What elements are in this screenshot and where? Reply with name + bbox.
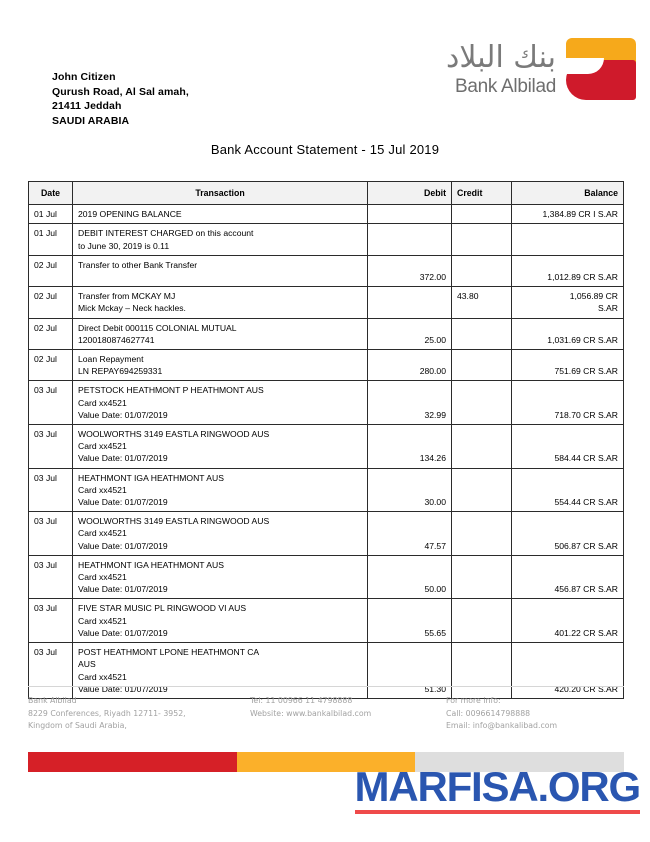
balance-line <box>517 322 618 334</box>
customer-address-block <box>52 70 189 128</box>
footer-contact-info <box>250 695 446 733</box>
table-row <box>29 287 624 318</box>
footer-bank-country: Kingdom of Saudi Arabia, <box>28 721 127 730</box>
cell-balance <box>512 381 624 425</box>
transaction-line: Card xx4521 <box>78 397 127 408</box>
customer-name: John Citizen <box>52 71 116 83</box>
table-row <box>29 381 624 425</box>
cell-credit <box>452 381 512 425</box>
cell-date: 02 Jul <box>29 287 73 318</box>
balance-line <box>517 440 618 452</box>
cell-balance <box>512 512 624 556</box>
cell-transaction <box>73 318 368 349</box>
cell-credit <box>452 205 512 224</box>
balance-line <box>517 658 618 670</box>
transaction-line: LN REPAY694259331 <box>78 366 163 377</box>
table-header-row <box>29 182 624 205</box>
balance-line <box>517 671 618 683</box>
balance-line: 584.44 CR S.AR <box>554 453 618 464</box>
footer-bank-info <box>28 695 250 733</box>
cell-credit <box>452 599 512 643</box>
transaction-line: Value Date: 01/07/2019 <box>78 540 168 551</box>
cell-credit <box>452 255 512 286</box>
transaction-line: to June 30, 2019 is 0.11 <box>78 240 170 251</box>
cell-balance <box>512 255 624 286</box>
balance-line: 718.70 CR S.AR <box>554 409 618 420</box>
cell-credit <box>452 287 512 318</box>
transaction-line: Direct Debit 000115 COLONIAL MUTUAL <box>78 322 237 333</box>
cell-date: 01 Jul <box>29 205 73 224</box>
watermark <box>355 765 640 814</box>
cell-debit <box>368 425 452 469</box>
document-footer <box>28 686 624 733</box>
cell-transaction <box>73 381 368 425</box>
cell-balance <box>512 318 624 349</box>
balance-line: S.AR <box>597 303 618 314</box>
cell-balance <box>512 468 624 512</box>
cell-debit <box>368 287 452 318</box>
balance-line: 1,384.89 CR I S.AR <box>542 209 618 220</box>
cell-debit <box>368 512 452 556</box>
document-header <box>0 0 650 127</box>
watermark-underline <box>355 810 640 814</box>
watermark-text: MARFISA.ORG <box>354 763 640 810</box>
balance-line <box>517 615 618 627</box>
footer-telephone: Tel: 11 00966 11 4798888 <box>250 696 353 705</box>
transaction-line: Card xx4521 <box>78 484 127 495</box>
balance-line: 506.87 CR S.AR <box>554 540 618 551</box>
cell-balance <box>512 555 624 599</box>
customer-address-line2: 21411 Jeddah <box>52 100 122 112</box>
cell-date: 03 Jul <box>29 599 73 643</box>
color-bar-red-segment <box>28 752 237 772</box>
column-header-transaction: Transaction <box>73 182 368 205</box>
debit-amount: 134.26 <box>419 453 446 464</box>
footer-website[interactable]: Website: www.bankalbilad.com <box>250 708 372 718</box>
transaction-line: Loan Repayment <box>78 354 144 365</box>
cell-debit <box>368 468 452 512</box>
transaction-line: Value Date: 01/07/2019 <box>78 497 168 508</box>
footer-email[interactable]: Email: info@bankalibad.com <box>446 721 558 730</box>
transaction-line: PETSTOCK HEATHMONT P HEATHMONT AUS <box>78 385 264 396</box>
table-header <box>29 182 624 205</box>
footer-more-info-label: For more info: <box>446 696 501 705</box>
transaction-line: Mick Mckay – Neck hackles. <box>78 303 186 314</box>
customer-address-line1: Qurush Road, Al Sal amah, <box>52 85 189 98</box>
balance-line <box>517 397 618 409</box>
transaction-line: Transfer from MCKAY MJ <box>78 291 176 302</box>
bank-logo <box>446 38 636 100</box>
table-row <box>29 512 624 556</box>
cell-credit <box>452 555 512 599</box>
footer-bank-address: 8229 Conferences, Riyadh 12711- 3952, <box>28 708 186 718</box>
balance-line: 1,056.89 CR <box>569 291 618 302</box>
bank-logo-mark-icon <box>566 38 636 100</box>
column-header-debit: Debit <box>368 182 452 205</box>
transactions-table <box>28 181 624 699</box>
transaction-line: Card xx4521 <box>78 572 127 583</box>
cell-transaction <box>73 205 368 224</box>
cell-credit <box>452 350 512 381</box>
bank-name-arabic: بنك البلاد <box>445 40 556 75</box>
table-row <box>29 255 624 286</box>
cell-transaction <box>73 255 368 286</box>
cell-balance <box>512 205 624 224</box>
cell-debit <box>368 224 452 255</box>
balance-line <box>517 259 618 271</box>
cell-transaction <box>73 555 368 599</box>
balance-line <box>517 559 618 571</box>
cell-balance <box>512 599 624 643</box>
balance-line <box>517 515 618 527</box>
customer-country: SAUDI ARABIA <box>52 114 130 127</box>
table-row <box>29 468 624 512</box>
balance-line: 1,012.89 CR S.AR <box>547 272 618 283</box>
cell-balance <box>512 425 624 469</box>
transaction-line: HEATHMONT IGA HEATHMONT AUS <box>78 559 224 570</box>
cell-credit <box>452 318 512 349</box>
debit-amount: 51.30 <box>424 683 446 694</box>
table-row <box>29 205 624 224</box>
balance-line <box>517 472 618 484</box>
transaction-line: Card xx4521 <box>78 441 127 452</box>
cell-date: 03 Jul <box>29 381 73 425</box>
cell-transaction <box>73 599 368 643</box>
balance-line: 1,031.69 CR S.AR <box>547 334 618 345</box>
cell-debit <box>368 350 452 381</box>
table-row <box>29 425 624 469</box>
cell-debit <box>368 255 452 286</box>
balance-line <box>517 527 618 539</box>
table-body <box>29 205 624 699</box>
debit-amount: 280.00 <box>419 366 446 377</box>
footer-call-number: Call: 0096614798888 <box>446 708 531 718</box>
cell-date: 02 Jul <box>29 318 73 349</box>
debit-amount: 47.57 <box>424 540 446 551</box>
transaction-line: Card xx4521 <box>78 671 127 682</box>
cell-debit <box>368 381 452 425</box>
transaction-line: Card xx4521 <box>78 615 127 626</box>
balance-line: 751.69 CR S.AR <box>554 366 618 377</box>
table-row <box>29 350 624 381</box>
cell-date: 03 Jul <box>29 512 73 556</box>
cell-date: 03 Jul <box>29 468 73 512</box>
balance-line <box>517 484 618 496</box>
credit-amount: 43.80 <box>457 291 479 302</box>
footer-bank-name: Bank Albilad <box>28 696 77 705</box>
column-header-balance: Balance <box>512 182 624 205</box>
transaction-line: Value Date: 01/07/2019 <box>78 453 168 464</box>
table-row <box>29 555 624 599</box>
cell-credit <box>452 512 512 556</box>
transaction-line: Card xx4521 <box>78 528 127 539</box>
transaction-line: DEBIT INTEREST CHARGED on this account <box>78 228 254 239</box>
transaction-line: 1200180874627741 <box>78 334 155 345</box>
cell-credit <box>452 468 512 512</box>
cell-date: 02 Jul <box>29 350 73 381</box>
transaction-line <box>78 271 362 283</box>
cell-date: 01 Jul <box>29 224 73 255</box>
balance-line: 420.20 CR S.AR <box>554 683 618 694</box>
balance-line <box>517 353 618 365</box>
cell-debit <box>368 205 452 224</box>
debit-amount: 372.00 <box>419 272 446 283</box>
cell-balance <box>512 350 624 381</box>
balance-line <box>517 428 618 440</box>
cell-debit <box>368 555 452 599</box>
cell-transaction <box>73 512 368 556</box>
transaction-line: Transfer to other Bank Transfer <box>78 259 198 270</box>
debit-amount: 32.99 <box>424 409 446 420</box>
column-header-credit: Credit <box>452 182 512 205</box>
page-title: Bank Account Statement - 15 Jul 2019 <box>210 142 440 157</box>
footer-more-info <box>446 695 624 733</box>
balance-line <box>517 384 618 396</box>
cell-transaction <box>73 287 368 318</box>
balance-line: 401.22 CR S.AR <box>554 627 618 638</box>
balance-line <box>517 571 618 583</box>
transactions-table-container <box>28 181 624 699</box>
balance-line: 456.87 CR S.AR <box>554 584 618 595</box>
cell-debit <box>368 318 452 349</box>
transaction-line: Value Date: 01/07/2019 <box>78 627 168 638</box>
bank-logo-text <box>446 41 556 97</box>
cell-date: 02 Jul <box>29 255 73 286</box>
cell-transaction <box>73 425 368 469</box>
transaction-line: HEATHMONT IGA HEATHMONT AUS <box>78 472 224 483</box>
cell-date: 03 Jul <box>29 643 73 699</box>
transaction-line: 2019 OPENING BALANCE <box>78 209 182 220</box>
debit-amount: 55.65 <box>424 627 446 638</box>
cell-transaction <box>73 468 368 512</box>
cell-credit <box>452 425 512 469</box>
transaction-line: Value Date: 01/07/2019 <box>78 683 168 694</box>
cell-date: 03 Jul <box>29 425 73 469</box>
cell-transaction <box>73 224 368 255</box>
cell-balance <box>512 224 624 255</box>
cell-date: 03 Jul <box>29 555 73 599</box>
debit-amount: 30.00 <box>424 497 446 508</box>
table-row <box>29 318 624 349</box>
column-header-date: Date <box>29 182 73 205</box>
debit-amount: 50.00 <box>424 584 446 595</box>
debit-amount: 25.00 <box>424 334 446 345</box>
balance-line <box>517 602 618 614</box>
table-row <box>29 599 624 643</box>
cell-debit <box>368 599 452 643</box>
balance-line <box>517 646 618 658</box>
transaction-line: Value Date: 01/07/2019 <box>78 584 168 595</box>
transaction-line: WOOLWORTHS 3149 EASTLA RINGWOOD AUS <box>78 516 270 527</box>
balance-line: 554.44 CR S.AR <box>554 497 618 508</box>
transaction-line: Value Date: 01/07/2019 <box>78 409 168 420</box>
transaction-line: WOOLWORTHS 3149 EASTLA RINGWOOD AUS <box>78 429 270 440</box>
cell-balance <box>512 287 624 318</box>
transaction-line: AUS <box>78 659 96 670</box>
cell-credit <box>452 224 512 255</box>
bank-name-latin: Bank Albilad <box>455 76 556 97</box>
transaction-line: FIVE STAR MUSIC PL RINGWOOD VI AUS <box>78 603 247 614</box>
table-row <box>29 224 624 255</box>
cell-transaction <box>73 350 368 381</box>
transaction-line: POST HEATHMONT LPONE HEATHMONT CA <box>78 647 260 658</box>
